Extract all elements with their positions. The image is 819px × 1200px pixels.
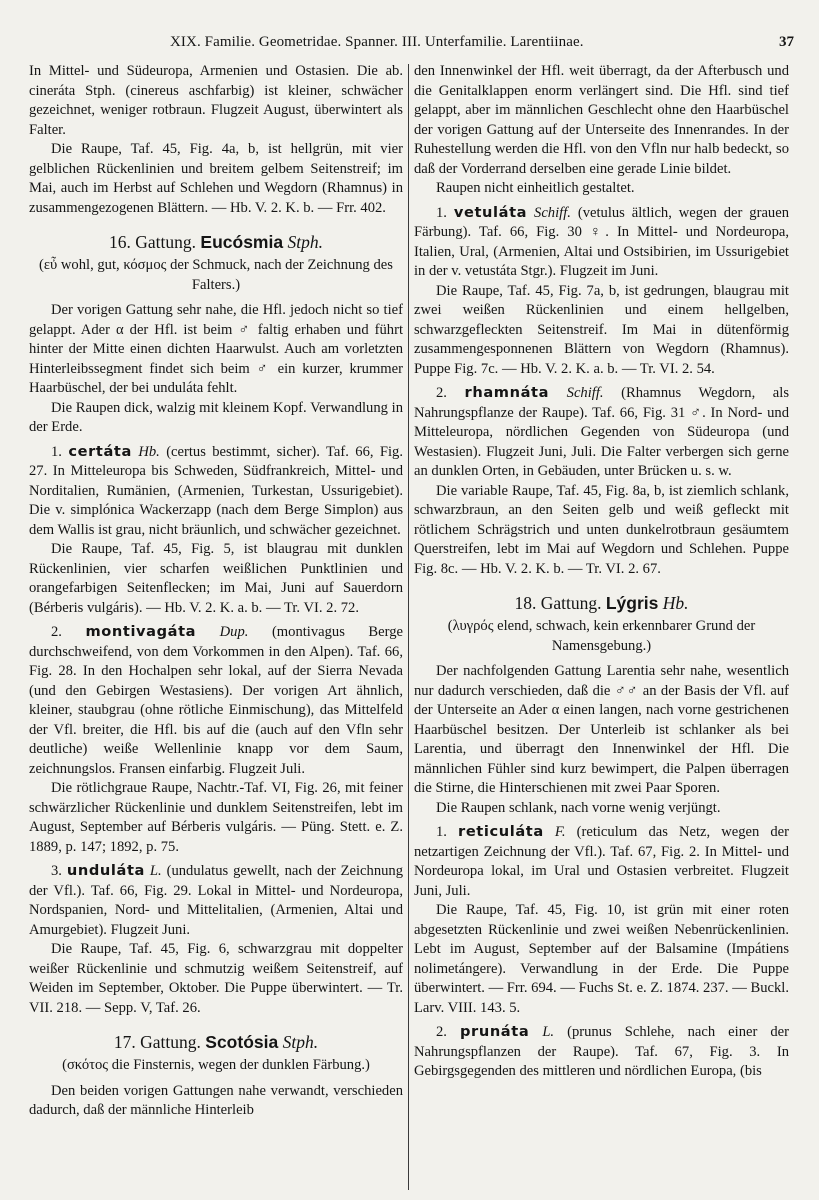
paragraph: den Innenwinkel der Hfl. weit überragt, da der Afterbusch und die Genitalklappen enorm verlängert sind. Die Hfl. sind tief gelappt, aber im männlichen Geschlecht ohne den Haarbüschel der vorigen Gattung auf der Unterseite des Innenrandes. In der Ruhestellung werden die Hfl. von den Vfln nur halb bedeckt, so daß der Vorderrand derselben eine gerade Linie bildet. (414, 63, 789, 177)
species-author: Dup. (219, 624, 249, 640)
genus-author: Stph. (287, 232, 323, 252)
species-author: Schiff. (534, 204, 571, 221)
species-author: Schiff. (566, 385, 604, 401)
genus-description: Den beiden vorigen Gattungen nahe verwandt, verschieden dadurch, daß der männliche Hinterleib (29, 1082, 403, 1118)
species-name: vetuláta (453, 203, 528, 221)
genus-heading (29, 230, 403, 254)
species-entry (29, 442, 403, 541)
species-name: rhamnáta (464, 384, 550, 401)
species-text: (undulatus gewellt, nach der Zeichnung der Vfl.). Taf. 66, Fig. 29. Lokal in Mittel- und Nordeuropa, Nordspanien, Nord- und Mittelitalien, (Armenien, Altai und Amurgebiet). Flugzeit Juni. (29, 863, 403, 938)
genus-larva-note: Die Raupen schlank, nach vorne wenig verjüngt. (436, 799, 721, 816)
genus-larva-note: Raupen nicht einheitlich gestaltet. (436, 180, 635, 196)
genus-description: Der vorigen Gattung sehr nahe, die Hfl. jedoch nicht so tief gelappt. Ader α der Hfl. ist beim ♂ faltig erhaben und führt hinter der Mitte einen dichten Haarwulst. Auch am vorletzten Hinterleibssegment findet sich beim ♂ ein kurzer, krummer Haarbüschel, der bei unduláta fehlt. (29, 302, 403, 396)
genus-name: Eucósmia (200, 232, 284, 252)
species-entry (414, 1022, 789, 1082)
genus-number: 16. Gattung. (109, 232, 197, 252)
species-entry (29, 622, 403, 779)
species-entry (414, 383, 789, 482)
species-text: (Rhamnus Wegdorn, als Nahrungspflanze der Raupe). Taf. 66, Fig. 31 ♂. In Nord- und Mitteleuropa, nördlichen Gegenden von Südeuropa (und Westasien). Flugzeit Juni, Juli. Die Falter verbergen sich gerne an dunklen Orten, in Gebäuden, unter Brücken u. s. w. (414, 385, 789, 479)
species-entry (414, 822, 789, 901)
species-author: Hb. (138, 443, 160, 460)
page-header (30, 30, 794, 56)
species-number: 1. (51, 443, 62, 460)
genus-description: Der nachfolgenden Gattung Larentia sehr nahe, wesentlich nur dadurch verschieden, daß die ♂♂ an der Basis der Vfl. auf der Unterseite an Ader α einen langen, nach vorne gestrichenen Haarbüschel besitzen. Der Unterleib ist schlanker als bei Larentia, und überragt den Innenwinkel der Hfl. Die männlichen Fühler sind kurz bewimpert, die Palpen überragen die Stirne, die Hinterschienen mit zwei Paar Sporen. (414, 663, 789, 796)
genus-name: Lýgris (605, 593, 659, 613)
running-title: XIX. Familie. Geometridae. Spanner. III. Unterfamilie. Larentiinae. (170, 34, 584, 50)
species-entry (29, 861, 403, 940)
species-text: (certus bestimmt, sicher). Taf. 66, Fig. 27. In Mitteleuropa bis Schweden, Südfrankreich, Mittel- und Norditalien, Rumänien, (Armenien, Turkestan, Ussurigebiet). Die v. simplónica Wackerzapp (nach dem Berge Simplon) aus dem Wallis ist grau, nicht bräunlich, und schwächer gezeichnet. (29, 443, 403, 538)
species-larva: Die Raupe, Taf. 45, Fig. 7a, b, ist gedrungen, blaugrau mit zwei weißen Rückenlinien und einem hellgelben, schwarzgefleckten Seitenstreif. Im Mai in dütenförmig zusammengesponnenen Blättern von Wegdorn (Rhamnus). Puppe Fig. 7c. — Hb. V. 2. K. a. b. — Tr. VI. 2. 54. (414, 282, 789, 377)
genus-etymology: (εὖ wohl, gut, κόσμος der Schmuck, nach der Zeichnung des Falters.) (39, 257, 393, 293)
species-text: (prunus Schlehe, nach einer der Nahrungspflanzen der Raupe). Taf. 67, Fig. 3. In Gebirgsgegenden des mittleren und nördlichen Europa, (bis (414, 1024, 789, 1079)
genus-heading (29, 1030, 403, 1054)
species-text: (montivagus Berge durchschweifend, von dem Vorkommen in den Alpen). Taf. 66, Fig. 28. In den Hochalpen sehr lokal, auf der Sierra Nevada (und den Gebirgen Westasiens). Der vorigen Art ähnlich, kleiner, staubgrau (ohne rötliche Einmischung), das Mittelfeld der Vfl. breiter, die Hfl. bis auf die (auch auf den Vfln sehr deutliche) weiße Wellenlinie knapp vor dem Saum, zeichnungslos. Fransen einfarbig. Flugzeit Juli. (29, 624, 403, 777)
species-number: 2. (436, 1024, 447, 1040)
species-entry (414, 203, 789, 282)
species-text: (vetulus ältlich, wegen der grauen Färbung). Taf. 66, Fig. 30 ♀. In Mittel- und Nordeuropa, Italien, Ural, (Armenien, Altai und Ostsibirien, im Ussurigebiet in der v. vetustáta Stgr.). Flugzeit im Juni. (414, 204, 789, 279)
species-author: L. (149, 863, 162, 879)
genus-author: Hb. (662, 593, 689, 613)
genus-larva-note: Die Raupen dick, walzig mit kleinem Kopf. Verwandlung in der Erde. (29, 399, 403, 435)
species-name: prunáta (459, 1023, 530, 1040)
genus-name: Scotósia (205, 1032, 279, 1052)
paragraph: In Mittel- und Südeuropa, Armenien und Ostasien. Die ab. cineráta Stph. (cinereus aschfarbig) ist kleiner, schwächer gezeichnet, weniger rotbraun. Flugzeit August, überwintert als Falter. (29, 63, 403, 138)
genus-heading (414, 591, 789, 615)
page-number: 37 (779, 34, 794, 50)
species-larva: Die variable Raupe, Taf. 45, Fig. 8a, b, ist ziemlich schlank, schwarzbraun, an den Seiten gelb und weiß gefleckt mit rötlichem Schrägstrich und unten dunkelrotbraun gesäumtem Querstreifen, lebt im Mai auf Wegdorn und Schlehen. Puppe Fig. 8c. — Hb. V. 2. K. b. — Tr. VI. 2. 67. (414, 482, 789, 577)
genus-etymology: (σκότος die Finsternis, wegen der dunklen Färbung.) (62, 1057, 370, 1073)
left-column (29, 62, 403, 1194)
column-divider (408, 64, 409, 1190)
species-author: F. (554, 824, 566, 840)
species-number: 2. (51, 624, 62, 640)
species-name: unduláta (66, 862, 145, 879)
species-number: 2. (436, 385, 447, 401)
genus-number: 18. Gattung. (514, 593, 602, 613)
right-column (414, 62, 789, 1194)
species-number: 3. (51, 863, 62, 879)
species-text: (reticulum das Netz, wegen der netzartigen Zeichnung der Vfl.). Taf. 67, Fig. 2. In Mittel- und Nordeuropa lokal, im Ural und Ostasien verbreitet. Flugzeit Juni, Juli. (414, 824, 789, 899)
species-author: L. (542, 1024, 555, 1040)
species-number: 1. (436, 204, 447, 221)
species-name: montivagáta (85, 623, 197, 640)
species-larva: Die rötlichgraue Raupe, Nachtr.-Taf. VI, Fig. 26, mit feiner schwärzlicher Rückenlinie und dunklem Seitenstreifen, lebt im August, September auf Bérberis vulgáris. — Püng. Stett. e. Z. 1889, p. 147; 1892, p. 75. (29, 780, 403, 855)
species-larva: Die Raupe, Taf. 45, Fig. 10, ist grün mit einer roten abgesetzten Rückenlinie und zwei weißen Nebenrückenlinien. Lebt im August, September auf der Balsamine (Impátiens nolimetángere). Verwandlung in der Erde. Die Puppe überwintert. — Frr. 694. — Fuchs St. e. Z. 1874. 237. — Buckl. Larv. VIII. 143. 5. (414, 902, 789, 1016)
genus-author: Stph. (282, 1032, 319, 1052)
species-larva: Die Raupe, Taf. 45, Fig. 5, ist blaugrau mit dunklen Rückenlinien, vier scharfen weißlichen Punktlinien und orangefarbigen Seitenflecken; im Mai, Juni auf Sauerdorn (Bérberis vulgáris). — Hb. V. 2. K. a. b. — Tr. VI. 2. 72. (29, 541, 403, 616)
genus-etymology: (λυγρός elend, schwach, kein erkennbarer Grund der Namensgebung.) (447, 618, 756, 654)
caterpillar-paragraph: Die Raupe, Taf. 45, Fig. 4a, b, ist hellgrün, mit vier gelblichen Rückenlinien und breitem gelbem Seitenstreif; im Mai, auch im Herbst auf Schlehen und Wegdorn (Rhamnus) in zusammengezogenen Blättern. — Hb. V. 2. K. b. — Frr. 402. (29, 141, 403, 216)
species-name: reticuláta (458, 823, 544, 840)
genus-number: 17. Gattung. (113, 1032, 201, 1052)
species-larva: Die Raupe, Taf. 45, Fig. 6, schwarzgrau mit doppelter weißer Rückenlinie und schmutzig weißem Seitenstreif, auf Weiden im September, Oktober. Die Puppe überwintert. — Tr. VII. 218. — Sepp. V, Taf. 26. (29, 941, 403, 1016)
species-name: certáta (68, 442, 132, 460)
species-number: 1. (436, 824, 447, 840)
